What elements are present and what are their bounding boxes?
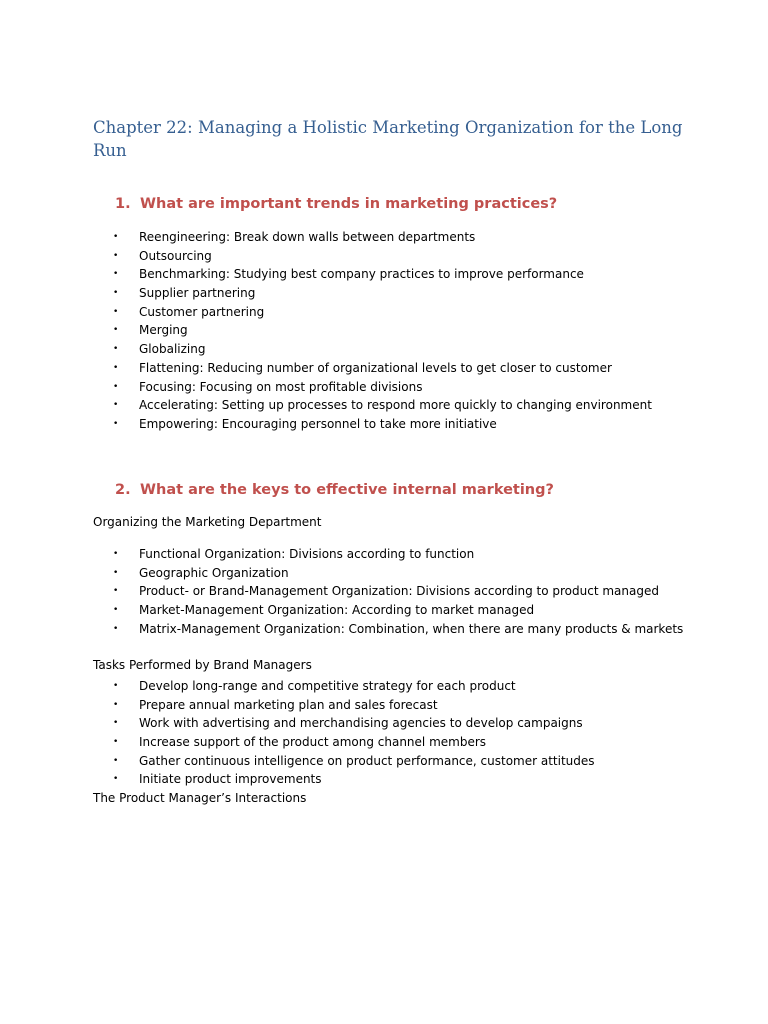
trend-item-text: Customer partnering [139, 304, 265, 319]
chapter-title: Chapter 22: Managing a Holistic Marketing Organization for the Long Run [93, 118, 683, 160]
bullet-icon: • [113, 774, 119, 785]
trend-item-text: Globalizing [139, 342, 206, 357]
bullet-icon: • [113, 718, 119, 729]
trend-item [113, 378, 652, 397]
bullet-icon: • [113, 737, 119, 748]
org-item-text: Matrix-Management Organization: Combination, when there are many products & markets [139, 621, 684, 636]
org-item-text: Geographic Organization [139, 565, 289, 580]
task-item [113, 770, 595, 789]
bullet-icon: • [113, 250, 119, 261]
task-item [113, 677, 595, 696]
org-item-text: Functional Organization: Divisions according to function [139, 547, 475, 561]
subheading-organizing: Organizing the Marketing Department [93, 515, 322, 529]
bullet-icon: • [113, 269, 119, 280]
trend-item [113, 415, 652, 434]
bullet-icon: • [113, 549, 119, 559]
task-item-text: Initiate product improvements [139, 772, 322, 787]
subheading-interactions: The Product Manager’s Interactions [93, 791, 307, 805]
org-item [113, 601, 683, 620]
bullet-icon: • [113, 325, 119, 336]
question-2 [115, 482, 554, 498]
trend-item [113, 321, 652, 340]
org-item [113, 582, 683, 601]
bullet-icon: • [113, 755, 119, 766]
trend-item [113, 303, 652, 322]
subheading-tasks: Tasks Performed by Brand Managers [93, 658, 312, 672]
bullet-icon: • [113, 418, 119, 429]
bullet-icon: • [113, 344, 119, 355]
org-item-text: Product- or Brand-Management Organization: Divisions according to product managed [139, 584, 659, 599]
question-1-number: 1. [115, 196, 131, 212]
org-item [113, 620, 683, 639]
org-item-text: Market-Management Organization: According to market managed [139, 603, 535, 618]
organization-list [113, 545, 683, 638]
trends-list [113, 228, 652, 434]
bullet-icon: • [113, 567, 119, 578]
trend-item-text: Accelerating: Setting up processes to respond more quickly to changing environment [139, 398, 652, 413]
bullet-icon: • [113, 306, 119, 317]
question-1-text: What are important trends in marketing practices? [140, 196, 558, 212]
trend-item-text: Benchmarking: Studying best company practices to improve performance [139, 267, 584, 282]
task-item [113, 714, 595, 733]
bullet-icon: • [113, 586, 119, 597]
trend-item-text: Supplier partnering [139, 286, 256, 301]
task-item-text: Increase support of the product among channel members [139, 735, 487, 750]
bullet-icon: • [113, 381, 119, 392]
trend-item-text: Reengineering: Break down walls between departments [139, 230, 476, 244]
task-item-text: Gather continuous intelligence on product performance, customer attitudes [139, 753, 595, 768]
task-item [113, 752, 595, 771]
trend-item-text: Flattening: Reducing number of organizational levels to get closer to customer [139, 360, 612, 375]
trend-item [113, 396, 652, 415]
question-1 [115, 196, 557, 212]
bullet-icon: • [113, 362, 119, 373]
trend-item [113, 247, 652, 266]
task-item-text: Work with advertising and merchandising agencies to develop campaigns [139, 716, 583, 731]
trend-item-text: Focusing: Focusing on most profitable divisions [139, 379, 423, 394]
bullet-icon: • [113, 681, 119, 691]
trend-item [113, 284, 652, 303]
bullet-icon: • [113, 699, 119, 710]
bullet-icon: • [113, 623, 119, 634]
bullet-icon: • [113, 232, 119, 242]
task-item-text: Prepare annual marketing plan and sales forecast [139, 697, 438, 712]
task-item [113, 696, 595, 715]
task-item [113, 733, 595, 752]
question-2-number: 2. [115, 482, 131, 498]
trend-item [113, 340, 652, 359]
tasks-list [113, 677, 595, 789]
trend-item-text: Merging [139, 323, 188, 338]
trend-item [113, 228, 652, 247]
trend-item [113, 359, 652, 378]
bullet-icon: • [113, 288, 119, 299]
trend-item-text: Outsourcing [139, 248, 212, 263]
task-item-text: Develop long-range and competitive strategy for each product [139, 679, 516, 693]
trend-item [113, 265, 652, 284]
org-item [113, 564, 683, 583]
trend-item-text: Empowering: Encouraging personnel to take more initiative [139, 416, 497, 431]
bullet-icon: • [113, 400, 119, 411]
bullet-icon: • [113, 605, 119, 616]
question-2-text: What are the keys to effective internal marketing? [140, 482, 554, 498]
org-item [113, 545, 683, 564]
